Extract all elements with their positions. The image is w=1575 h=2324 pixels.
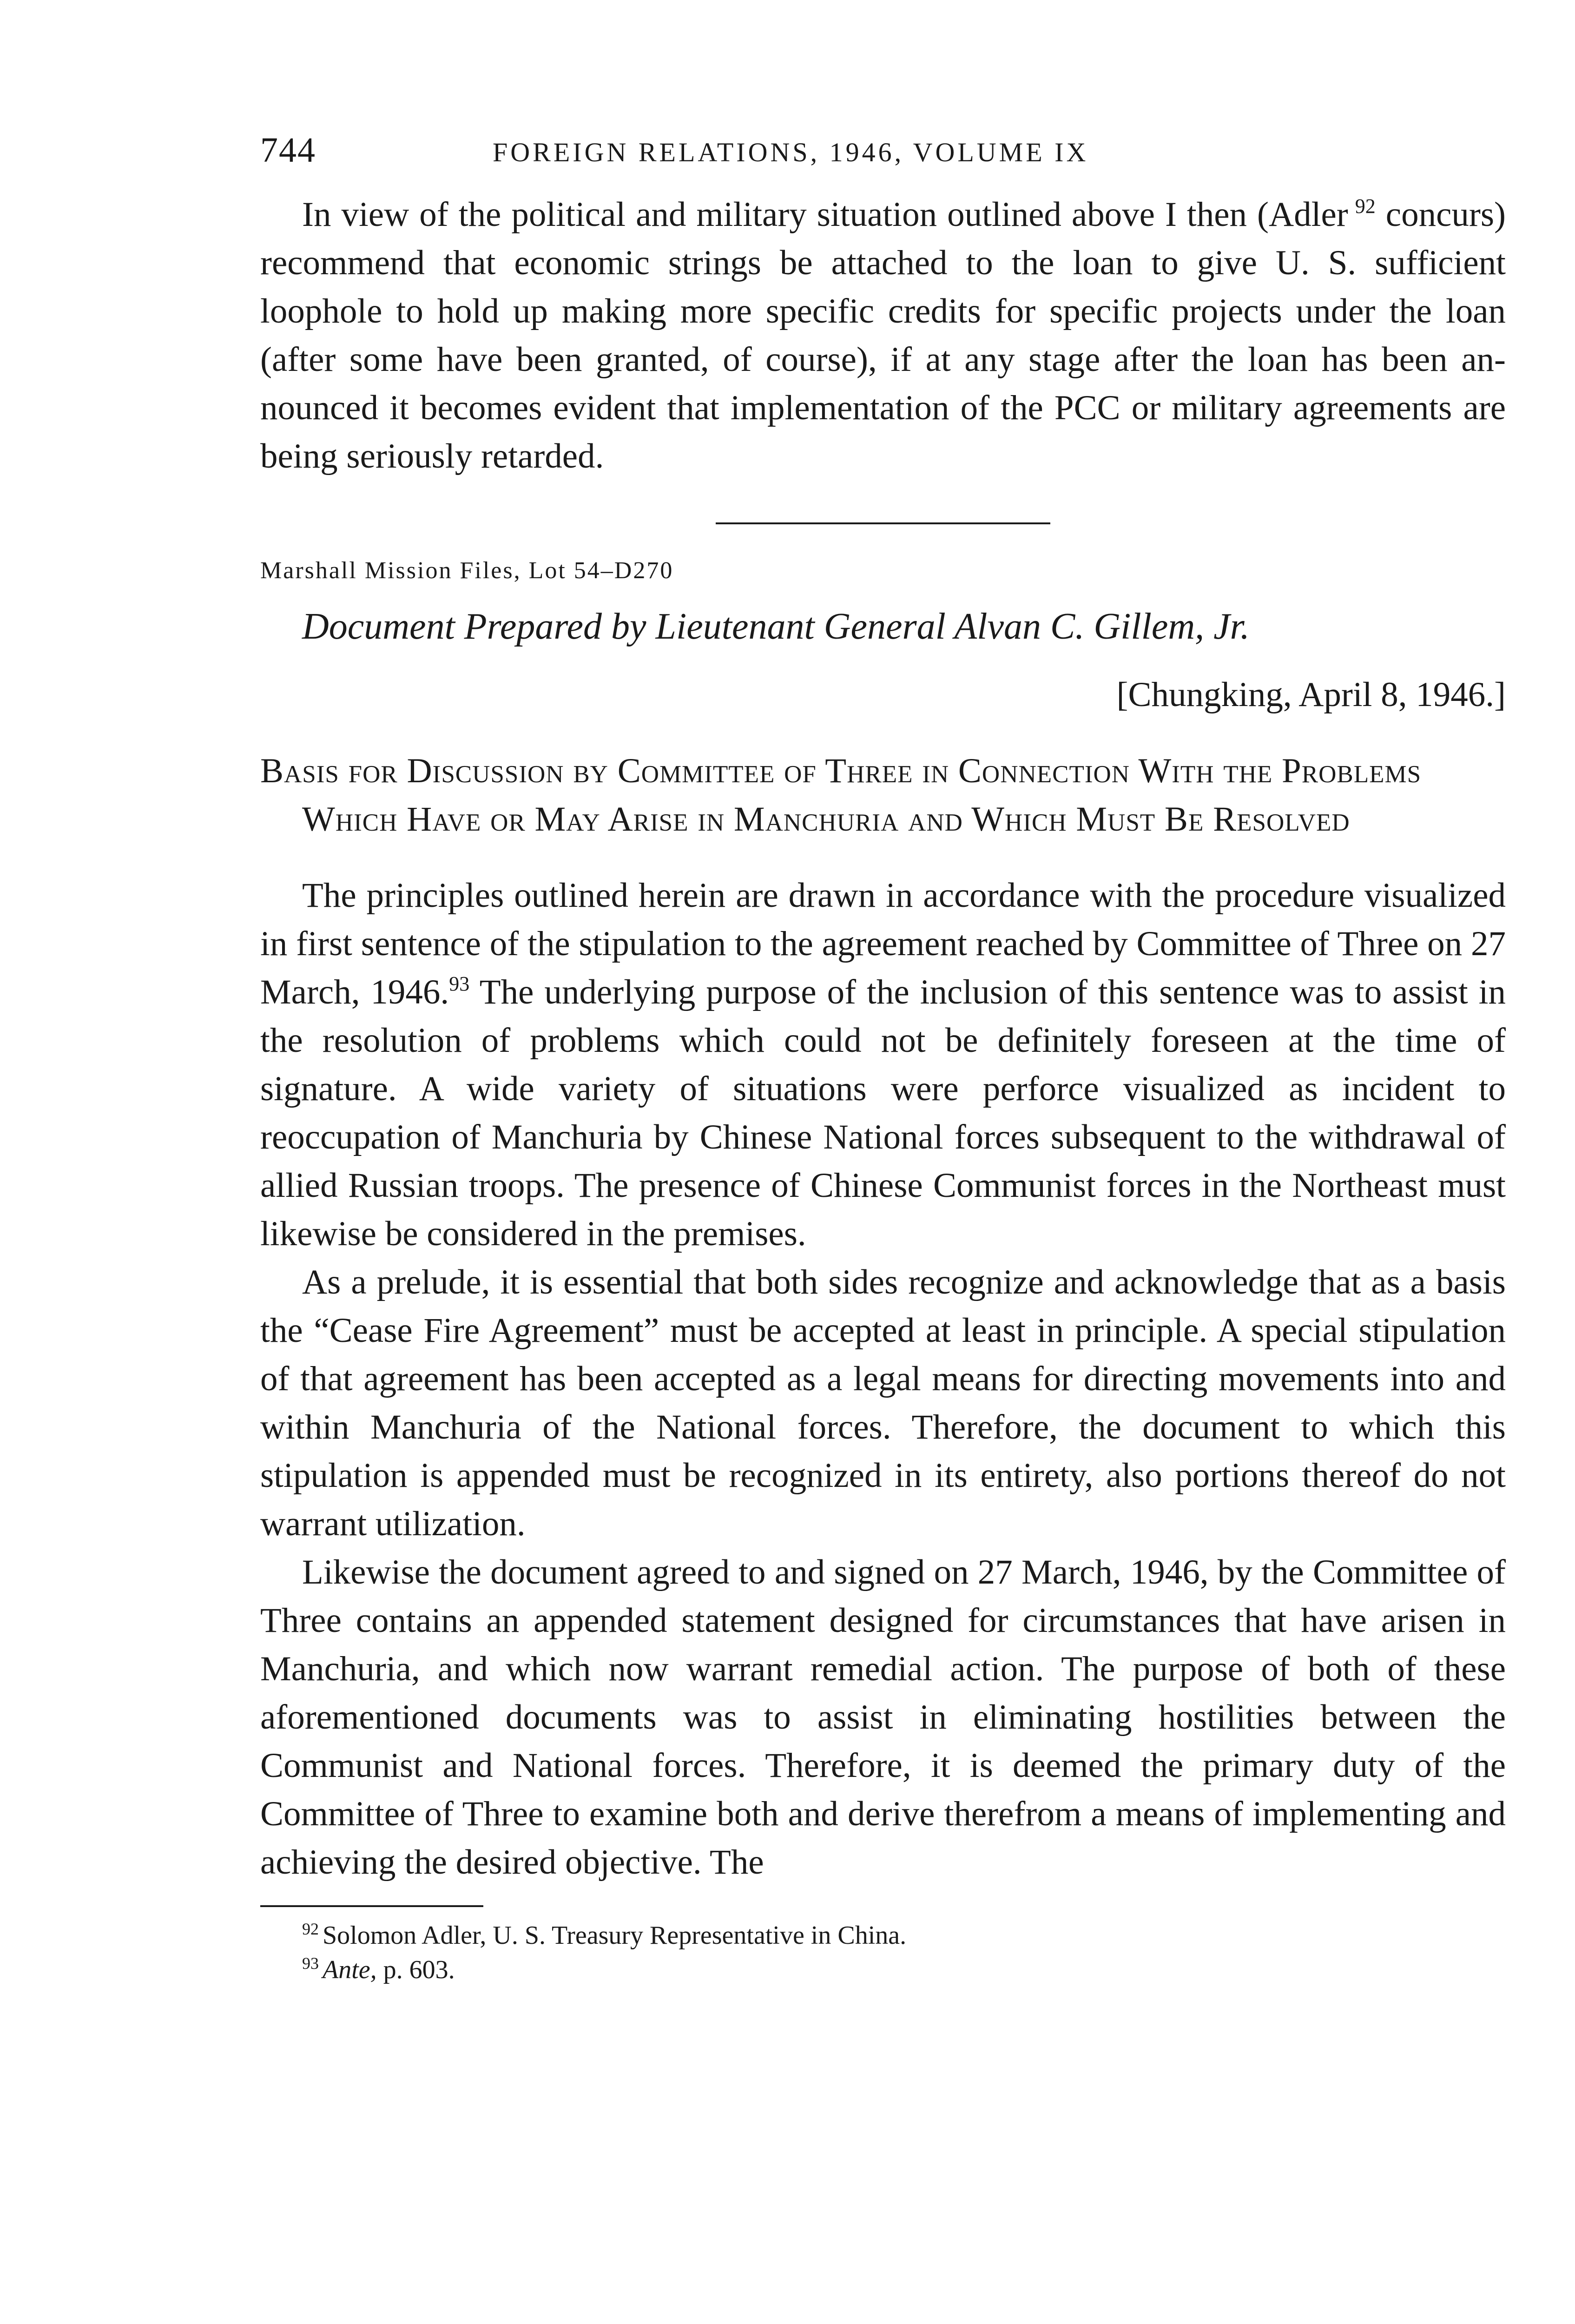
document-caption: Basis for Discussion by Committee of Three in Connection With the Problems Which Have or May Arise in Manchuria and Which Must Be Resolved bbox=[260, 752, 1422, 838]
footnote-text: p. 603. bbox=[376, 1955, 455, 1984]
paragraph-1-text-before: The principles outlined herein are drawn in accordance with the procedure visualized in first sentence of the stipulation to the agreement reached by Committee of Three on 27 March, 1946. bbox=[260, 876, 1506, 1011]
intro-text-before: In view of the political and military situation outlined above I then (Adler bbox=[302, 195, 1348, 234]
paragraph-1-text-after: The underlying purpose of the inclusion of this sentence was to assist in the resolution of problems which could not be definitely foreseen at the time of signature. A wide variety of situations were perforce visualized as incident to reoccupation of Manchuria by Chinese National forces subsequent to the withdrawal of allied Russian troops. The presence of Chinese Communist forces in the Northeast must likewise be considered in the premises. bbox=[260, 973, 1506, 1253]
footnote-ref-92[interactable]: 92 bbox=[1355, 195, 1376, 218]
intro-paragraph bbox=[260, 191, 1506, 481]
running-head bbox=[260, 130, 1506, 191]
body-paragraph-3: Likewise the document agreed to and signed on 27 March, 1946, by the Committee of Three contains an appended statement designed for circumstances that have arisen in Manchuria, and which now warrant remedial action. The purpose of both of these aforementioned documents was to assist in eliminating hostilities between the Communist and National forces. Therefore, it is deemed the primary duty of the Committee of Three to examine both and derive therefrom a means of implementing and achieving the desired objective. The bbox=[260, 1553, 1506, 1882]
footnote-divider bbox=[260, 1905, 483, 1907]
section-divider bbox=[716, 522, 1050, 524]
dateline-text: [Chungking, April 8, 1946.] bbox=[1116, 675, 1506, 714]
footnote-mark: 92 bbox=[302, 1920, 319, 1938]
page-number: 744 bbox=[260, 131, 316, 170]
source-line: Marshall Mission Files, Lot 54–D270 bbox=[260, 557, 674, 584]
document-title: Document Prepared by Lieutenant General Alvan C. Gillem, Jr. bbox=[302, 606, 1250, 647]
footnote-mark: 93 bbox=[302, 1954, 319, 1973]
footnote-ref-93[interactable]: 93 bbox=[449, 972, 470, 995]
dateline bbox=[260, 671, 1506, 719]
footnote-92 bbox=[260, 1918, 1506, 1953]
footnote-text: Solomon Adler, U. S. Treasury Representative in China. bbox=[323, 1921, 907, 1950]
running-title: FOREIGN RELATIONS, 1946, VOLUME IX bbox=[493, 137, 1089, 167]
footnote-93 bbox=[260, 1953, 1506, 1987]
page bbox=[260, 130, 1506, 1987]
body-paragraph-1 bbox=[260, 872, 1506, 1258]
footnote-italic-text: Ante, bbox=[323, 1955, 377, 1984]
intro-text-after: concurs) recommend that economic strings be attached to the loan to give U. S. sufficient loophole to hold up making more specific credits for specific projects under the loan (after some have been granted, of course), if at any stage after the loan has been announced it becomes evident that implementation of the PCC or military agreements are being seriously retarded. bbox=[260, 195, 1506, 475]
body-paragraph-2: As a prelude, it is essential that both sides recognize and acknowledge that as a basis the “Cease Fire Agreement” must be accepted at least in principle. A special stipulation of that agreement has been accepted as a legal means for directing movements into and within Manchuria of the National forces. Therefore, the document to which this stipulation is appended must be recognized in its entirety, also portions thereof do not warrant utilization. bbox=[260, 1263, 1506, 1543]
